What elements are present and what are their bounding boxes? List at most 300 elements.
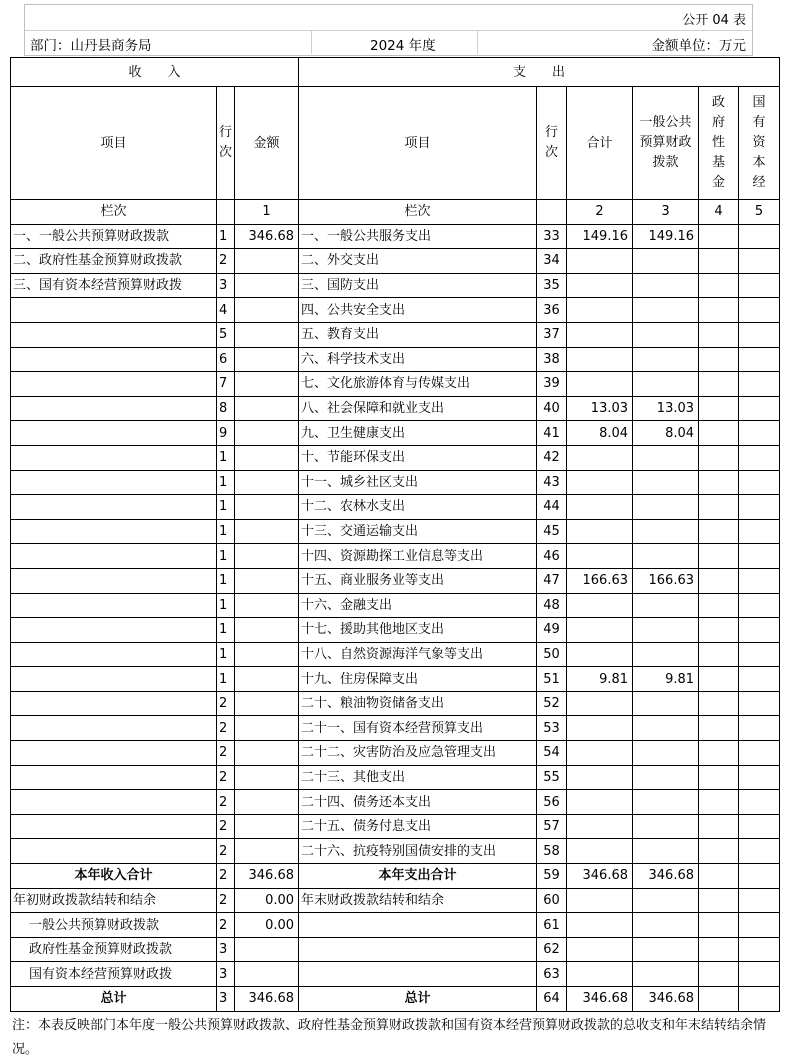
expense-general-budget: 149.16 bbox=[633, 224, 699, 249]
income-amount bbox=[235, 445, 299, 470]
expense-total bbox=[567, 716, 633, 741]
expense-state-capital bbox=[739, 937, 780, 962]
income-item bbox=[11, 593, 217, 618]
expense-gov-fund bbox=[699, 814, 739, 839]
summary-row bbox=[11, 937, 780, 962]
summary-row bbox=[11, 864, 780, 889]
income-amount bbox=[235, 937, 299, 962]
expense-item bbox=[299, 913, 537, 938]
expense-general-budget bbox=[633, 347, 699, 372]
expense-item: 二十三、其他支出 bbox=[299, 765, 537, 790]
expense-item: 十七、援助其他地区支出 bbox=[299, 618, 537, 643]
expense-gov-fund bbox=[699, 962, 739, 987]
income-amount bbox=[235, 765, 299, 790]
header-divider bbox=[477, 30, 478, 54]
income-amount: 346.68 bbox=[235, 987, 299, 1012]
expense-gov-fund bbox=[699, 593, 739, 618]
expense-item: 十四、资源勘探工业信息等支出 bbox=[299, 544, 537, 569]
income-item bbox=[11, 322, 217, 347]
expense-row-no: 38 bbox=[537, 347, 567, 372]
income-amount bbox=[235, 741, 299, 766]
expense-item: 十二、农林水支出 bbox=[299, 495, 537, 520]
income-amount bbox=[235, 814, 299, 839]
summary-row bbox=[11, 913, 780, 938]
income-row-no: 9 bbox=[217, 421, 235, 446]
expense-general-budget bbox=[633, 372, 699, 397]
expense-general-budget bbox=[633, 716, 699, 741]
expense-state-capital bbox=[739, 642, 780, 667]
income-row-no: 2 bbox=[217, 913, 235, 938]
income-row-no: 2 bbox=[217, 864, 235, 889]
expense-general-budget bbox=[633, 298, 699, 323]
expense-general-budget bbox=[633, 445, 699, 470]
amount-unit: 金额单位：万元 bbox=[651, 38, 746, 54]
table-row bbox=[11, 273, 780, 298]
expense-row-no: 34 bbox=[537, 249, 567, 274]
expense-state-capital bbox=[739, 864, 780, 889]
expense-general-budget bbox=[633, 593, 699, 618]
income-amount bbox=[235, 249, 299, 274]
expense-general-budget bbox=[633, 937, 699, 962]
expense-general-budget bbox=[633, 790, 699, 815]
expense-total bbox=[567, 618, 633, 643]
income-row-no: 8 bbox=[217, 396, 235, 421]
table-row bbox=[11, 544, 780, 569]
expense-general-budget bbox=[633, 519, 699, 544]
expense-total-header: 合计 bbox=[567, 87, 633, 200]
expense-item: 十三、交通运输支出 bbox=[299, 519, 537, 544]
expense-row-no: 42 bbox=[537, 445, 567, 470]
income-item bbox=[11, 372, 217, 397]
expense-state-capital bbox=[739, 495, 780, 520]
expense-gov-fund bbox=[699, 273, 739, 298]
income-row-no: 3 bbox=[217, 273, 235, 298]
expense-gov-fund bbox=[699, 642, 739, 667]
income-amount bbox=[235, 396, 299, 421]
lanci-number: 3 bbox=[633, 200, 699, 225]
income-item bbox=[11, 814, 217, 839]
expense-item: 二十二、灾害防治及应急管理支出 bbox=[299, 741, 537, 766]
income-row-no: 2 bbox=[217, 741, 235, 766]
state-capital-header: 国有资本经 bbox=[752, 95, 766, 190]
expense-total bbox=[567, 814, 633, 839]
expense-total bbox=[567, 249, 633, 274]
expense-state-capital bbox=[739, 372, 780, 397]
expense-gov-fund bbox=[699, 987, 739, 1012]
income-amount bbox=[235, 273, 299, 298]
expense-item: 二十五、债务付息支出 bbox=[299, 814, 537, 839]
income-item: 年初财政拨款结转和结余 bbox=[11, 888, 217, 913]
expense-row-no: 56 bbox=[537, 790, 567, 815]
expense-row-no: 51 bbox=[537, 667, 567, 692]
table-row bbox=[11, 298, 780, 323]
table-row bbox=[11, 814, 780, 839]
income-row-no: 2 bbox=[217, 839, 235, 864]
expense-row-no: 40 bbox=[537, 396, 567, 421]
table-row bbox=[11, 372, 780, 397]
expense-gov-fund bbox=[699, 937, 739, 962]
income-amount bbox=[235, 667, 299, 692]
expense-total bbox=[567, 347, 633, 372]
expense-gov-fund bbox=[699, 765, 739, 790]
empty-cell bbox=[537, 200, 567, 225]
summary-row bbox=[11, 987, 780, 1012]
expense-general-budget bbox=[633, 249, 699, 274]
income-row-no: 2 bbox=[217, 716, 235, 741]
expense-state-capital bbox=[739, 593, 780, 618]
expense-row-no: 58 bbox=[537, 839, 567, 864]
department-label: 部门：山丹县商务局 bbox=[30, 38, 152, 54]
income-group-header: 收 入 bbox=[11, 58, 299, 87]
expense-state-capital bbox=[739, 273, 780, 298]
table-row bbox=[11, 421, 780, 446]
expense-item: 二十一、国有资本经营预算支出 bbox=[299, 716, 537, 741]
expense-row-no: 48 bbox=[537, 593, 567, 618]
expense-gov-fund bbox=[699, 691, 739, 716]
income-amount bbox=[235, 298, 299, 323]
expense-gov-fund bbox=[699, 913, 739, 938]
expense-state-capital bbox=[739, 224, 780, 249]
general-budget-header: 一般公共预算财政拨款 bbox=[633, 87, 699, 200]
income-item: 总计 bbox=[11, 987, 217, 1012]
expense-gov-fund bbox=[699, 470, 739, 495]
table-row bbox=[11, 224, 780, 249]
income-row-no: 1 bbox=[217, 568, 235, 593]
expense-total bbox=[567, 888, 633, 913]
expense-row-no: 52 bbox=[537, 691, 567, 716]
table-row bbox=[11, 347, 780, 372]
expense-item: 十、节能环保支出 bbox=[299, 445, 537, 470]
income-item: 二、政府性基金预算财政拨款 bbox=[11, 249, 217, 274]
income-amount bbox=[235, 642, 299, 667]
expense-gov-fund bbox=[699, 888, 739, 913]
expense-row-no: 45 bbox=[537, 519, 567, 544]
lanci-number: 4 bbox=[699, 200, 739, 225]
empty-cell bbox=[217, 200, 235, 225]
table-row bbox=[11, 568, 780, 593]
expense-state-capital bbox=[739, 421, 780, 446]
income-amount bbox=[235, 568, 299, 593]
expense-total bbox=[567, 642, 633, 667]
expense-gov-fund bbox=[699, 249, 739, 274]
expense-item: 二十六、抗疫特别国债安排的支出 bbox=[299, 839, 537, 864]
income-row-no: 2 bbox=[217, 691, 235, 716]
expense-total bbox=[567, 741, 633, 766]
income-row-no: 3 bbox=[217, 987, 235, 1012]
expense-gov-fund bbox=[699, 568, 739, 593]
expense-state-capital bbox=[739, 396, 780, 421]
expense-total: 149.16 bbox=[567, 224, 633, 249]
expense-item: 十五、商业服务业等支出 bbox=[299, 568, 537, 593]
budget-table bbox=[10, 57, 780, 1012]
income-amount: 346.68 bbox=[235, 224, 299, 249]
expense-state-capital bbox=[739, 814, 780, 839]
summary-row bbox=[11, 888, 780, 913]
income-amount: 346.68 bbox=[235, 864, 299, 889]
income-item bbox=[11, 765, 217, 790]
expense-general-budget bbox=[633, 888, 699, 913]
income-item-header: 项目 bbox=[11, 87, 217, 200]
expense-gov-fund bbox=[699, 839, 739, 864]
expense-row-no: 53 bbox=[537, 716, 567, 741]
income-row-no: 2 bbox=[217, 249, 235, 274]
income-row-no: 2 bbox=[217, 765, 235, 790]
expense-general-budget: 346.68 bbox=[633, 987, 699, 1012]
income-item bbox=[11, 618, 217, 643]
expense-state-capital bbox=[739, 962, 780, 987]
income-row-no: 1 bbox=[217, 470, 235, 495]
income-item: 政府性基金预算财政拨款 bbox=[11, 937, 217, 962]
income-amount bbox=[235, 790, 299, 815]
table-row bbox=[11, 322, 780, 347]
income-amount: 0.00 bbox=[235, 888, 299, 913]
expense-row-no: 33 bbox=[537, 224, 567, 249]
expense-state-capital bbox=[739, 888, 780, 913]
expense-general-budget bbox=[633, 544, 699, 569]
income-amount bbox=[235, 347, 299, 372]
table-number: 公开 04 表 bbox=[682, 13, 746, 28]
expense-general-budget: 8.04 bbox=[633, 421, 699, 446]
income-lanci-label: 栏次 bbox=[11, 200, 217, 225]
expense-total: 9.81 bbox=[567, 667, 633, 692]
income-amount: 0.00 bbox=[235, 913, 299, 938]
income-row-no: 3 bbox=[217, 962, 235, 987]
income-row-no: 1 bbox=[217, 495, 235, 520]
expense-item: 三、国防支出 bbox=[299, 273, 537, 298]
income-row-no: 6 bbox=[217, 347, 235, 372]
expense-item: 二十、粮油物资储备支出 bbox=[299, 691, 537, 716]
income-item bbox=[11, 298, 217, 323]
income-item bbox=[11, 642, 217, 667]
expense-gov-fund bbox=[699, 790, 739, 815]
expense-total bbox=[567, 913, 633, 938]
income-amount bbox=[235, 495, 299, 520]
income-row-no: 4 bbox=[217, 298, 235, 323]
table-row bbox=[11, 495, 780, 520]
expense-general-budget bbox=[633, 765, 699, 790]
income-row-no: 1 bbox=[217, 224, 235, 249]
income-amount bbox=[235, 962, 299, 987]
expense-total: 166.63 bbox=[567, 568, 633, 593]
expense-group-header: 支 出 bbox=[299, 58, 780, 87]
expense-state-capital bbox=[739, 618, 780, 643]
table-row bbox=[11, 716, 780, 741]
income-item bbox=[11, 716, 217, 741]
expense-row-no: 44 bbox=[537, 495, 567, 520]
table-row bbox=[11, 790, 780, 815]
fiscal-year: 2024 年度 bbox=[370, 38, 436, 54]
gov-fund-header-cell bbox=[699, 87, 739, 200]
expense-item: 总计 bbox=[299, 987, 537, 1012]
expense-general-budget bbox=[633, 741, 699, 766]
expense-total bbox=[567, 322, 633, 347]
expense-row-no: 60 bbox=[537, 888, 567, 913]
expense-total: 346.68 bbox=[567, 987, 633, 1012]
expense-state-capital bbox=[739, 913, 780, 938]
expense-general-budget: 9.81 bbox=[633, 667, 699, 692]
expense-total bbox=[567, 372, 633, 397]
expense-row-no: 57 bbox=[537, 814, 567, 839]
expense-item: 五、教育支出 bbox=[299, 322, 537, 347]
table-row bbox=[11, 445, 780, 470]
income-item bbox=[11, 568, 217, 593]
income-item bbox=[11, 667, 217, 692]
expense-item: 四、公共安全支出 bbox=[299, 298, 537, 323]
table-row bbox=[11, 765, 780, 790]
expense-state-capital bbox=[739, 741, 780, 766]
expense-gov-fund bbox=[699, 298, 739, 323]
table-row bbox=[11, 618, 780, 643]
expense-item: 二、外交支出 bbox=[299, 249, 537, 274]
expense-row-no: 36 bbox=[537, 298, 567, 323]
income-row-no: 2 bbox=[217, 814, 235, 839]
expense-gov-fund bbox=[699, 322, 739, 347]
income-row-no: 1 bbox=[217, 618, 235, 643]
income-item bbox=[11, 470, 217, 495]
expense-general-budget bbox=[633, 962, 699, 987]
expense-item: 十六、金融支出 bbox=[299, 593, 537, 618]
income-amount bbox=[235, 421, 299, 446]
income-item: 一、一般公共预算财政拨款 bbox=[11, 224, 217, 249]
income-item bbox=[11, 396, 217, 421]
income-amount bbox=[235, 839, 299, 864]
income-item: 本年收入合计 bbox=[11, 864, 217, 889]
table-note: 注：本表反映部门本年度一般公共预算财政拨款、政府性基金预算财政拨款和国有资本经营预算财政拨款的总收支和年末结转结余情况。 bbox=[12, 1018, 767, 1057]
expense-item: 六、科学技术支出 bbox=[299, 347, 537, 372]
table-row bbox=[11, 691, 780, 716]
header-divider bbox=[311, 30, 312, 54]
expense-row-no: 50 bbox=[537, 642, 567, 667]
expense-total bbox=[567, 495, 633, 520]
expense-item: 七、文化旅游体育与传媒支出 bbox=[299, 372, 537, 397]
income-amount-header: 金额 bbox=[235, 87, 299, 200]
income-item bbox=[11, 741, 217, 766]
expense-general-budget: 166.63 bbox=[633, 568, 699, 593]
expense-gov-fund bbox=[699, 864, 739, 889]
expense-state-capital bbox=[739, 347, 780, 372]
expense-gov-fund bbox=[699, 421, 739, 446]
expense-gov-fund bbox=[699, 741, 739, 766]
expense-row-no: 55 bbox=[537, 765, 567, 790]
income-amount bbox=[235, 519, 299, 544]
expense-state-capital bbox=[739, 519, 780, 544]
income-amount bbox=[235, 322, 299, 347]
expense-row-no: 59 bbox=[537, 864, 567, 889]
expense-row-no: 63 bbox=[537, 962, 567, 987]
report-header bbox=[24, 4, 752, 54]
income-row-no: 3 bbox=[217, 937, 235, 962]
income-row-no: 1 bbox=[217, 445, 235, 470]
expense-general-budget bbox=[633, 839, 699, 864]
expense-gov-fund bbox=[699, 667, 739, 692]
table-row bbox=[11, 667, 780, 692]
expense-state-capital bbox=[739, 987, 780, 1012]
income-row-no: 2 bbox=[217, 790, 235, 815]
expense-state-capital bbox=[739, 765, 780, 790]
expense-item: 年末财政拨款结转和结余 bbox=[299, 888, 537, 913]
lanci-number: 5 bbox=[739, 200, 780, 225]
expense-total bbox=[567, 273, 633, 298]
expense-total bbox=[567, 790, 633, 815]
summary-row bbox=[11, 962, 780, 987]
expense-gov-fund bbox=[699, 347, 739, 372]
table-row bbox=[11, 593, 780, 618]
expense-row-no: 49 bbox=[537, 618, 567, 643]
table-row bbox=[11, 470, 780, 495]
expense-item: 十八、自然资源海洋气象等支出 bbox=[299, 642, 537, 667]
income-amount bbox=[235, 544, 299, 569]
expense-total bbox=[567, 962, 633, 987]
expense-state-capital bbox=[739, 470, 780, 495]
expense-row-no: 46 bbox=[537, 544, 567, 569]
expense-row-no: 39 bbox=[537, 372, 567, 397]
expense-row-no: 64 bbox=[537, 987, 567, 1012]
expense-state-capital bbox=[739, 544, 780, 569]
income-item bbox=[11, 839, 217, 864]
expense-state-capital bbox=[739, 445, 780, 470]
expense-total: 8.04 bbox=[567, 421, 633, 446]
expense-item: 一、一般公共服务支出 bbox=[299, 224, 537, 249]
expense-item: 十一、城乡社区支出 bbox=[299, 470, 537, 495]
expense-total bbox=[567, 691, 633, 716]
expense-gov-fund bbox=[699, 372, 739, 397]
lanci-row bbox=[11, 200, 780, 225]
expense-gov-fund bbox=[699, 716, 739, 741]
expense-state-capital bbox=[739, 716, 780, 741]
expense-row-no: 54 bbox=[537, 741, 567, 766]
income-amount bbox=[235, 691, 299, 716]
income-item: 国有资本经营预算财政拨 bbox=[11, 962, 217, 987]
expense-row-no: 37 bbox=[537, 322, 567, 347]
income-amount bbox=[235, 470, 299, 495]
expense-row-no: 35 bbox=[537, 273, 567, 298]
expense-gov-fund bbox=[699, 445, 739, 470]
expense-item bbox=[299, 937, 537, 962]
expense-gov-fund bbox=[699, 519, 739, 544]
income-amount bbox=[235, 372, 299, 397]
state-capital-header-cell bbox=[739, 87, 780, 200]
table-row bbox=[11, 642, 780, 667]
expense-state-capital bbox=[739, 568, 780, 593]
expense-state-capital bbox=[739, 298, 780, 323]
expense-general-budget bbox=[633, 913, 699, 938]
expense-gov-fund bbox=[699, 495, 739, 520]
header-row-table-number bbox=[24, 4, 753, 30]
income-item bbox=[11, 519, 217, 544]
expense-general-budget: 346.68 bbox=[633, 864, 699, 889]
income-item: 一般公共预算财政拨款 bbox=[11, 913, 217, 938]
expense-general-budget bbox=[633, 814, 699, 839]
income-row-no: 1 bbox=[217, 593, 235, 618]
expense-total bbox=[567, 298, 633, 323]
income-item bbox=[11, 445, 217, 470]
expense-item-header: 项目 bbox=[299, 87, 537, 200]
income-row-no: 1 bbox=[217, 667, 235, 692]
expense-total bbox=[567, 593, 633, 618]
income-row-no: 1 bbox=[217, 642, 235, 667]
income-amount bbox=[235, 618, 299, 643]
expense-gov-fund bbox=[699, 544, 739, 569]
expense-item: 十九、住房保障支出 bbox=[299, 667, 537, 692]
expense-total bbox=[567, 839, 633, 864]
lanci-number: 2 bbox=[567, 200, 633, 225]
expense-total: 346.68 bbox=[567, 864, 633, 889]
group-header-row bbox=[11, 58, 780, 87]
income-row-no: 5 bbox=[217, 322, 235, 347]
expense-general-budget bbox=[633, 618, 699, 643]
income-item bbox=[11, 347, 217, 372]
expense-item: 二十四、债务还本支出 bbox=[299, 790, 537, 815]
